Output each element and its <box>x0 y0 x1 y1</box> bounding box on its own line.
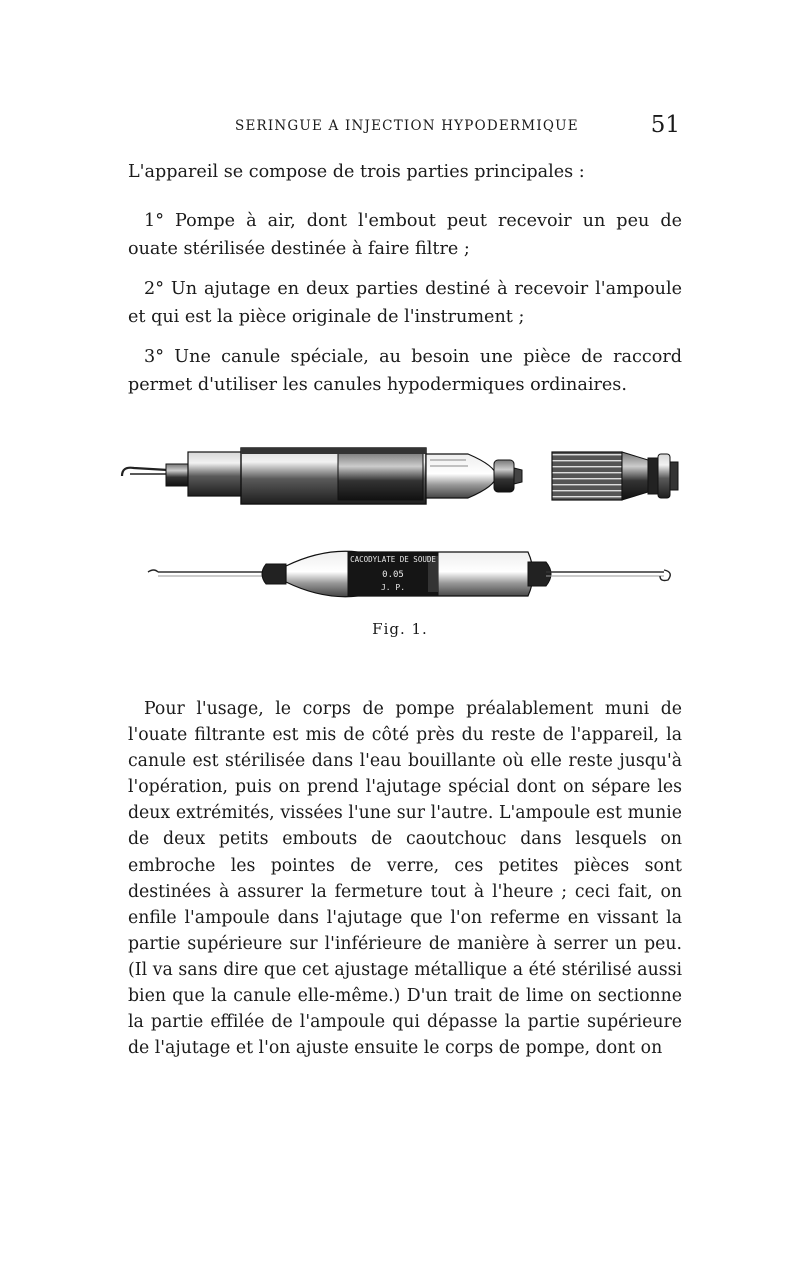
ampoule-label-initials: J. P. <box>380 583 406 592</box>
page-number: 51 <box>650 112 680 138</box>
ampoule-label-dose: 0.05 <box>382 570 404 580</box>
body-paragraph <box>128 696 682 1061</box>
list-item-3: 3° Une canule spéciale, au besoin une pièce de raccord permet d'utiliser les canules hypodermiques ordinaires. <box>128 347 682 395</box>
list-item-2: 2° Un ajutage en deux parties destiné à recevoir l'ampoule et qui est la pièce originale de l'instrument ; <box>128 279 682 327</box>
running-title: SERINGUE A INJECTION HYPODERMIQUE <box>235 118 579 134</box>
pump-assembly <box>122 448 522 504</box>
ampoule-label-name: CACODYLATE DE SOUDE <box>350 555 436 564</box>
intro-text: L'appareil se compose de trois parties principales : <box>128 162 585 182</box>
list-item-1: 1° Pompe à air, dont l'embout peut recevoir un peu de ouate stérilisée destinée à faire filtre ; <box>128 211 682 259</box>
ampoule-assembly <box>148 551 670 596</box>
page-header <box>130 112 680 142</box>
figure-caption-text: Fig. 1. <box>372 620 428 638</box>
figure-caption <box>0 620 800 638</box>
body-text: Pour l'usage, le corps de pompe préalablement muni de l'ouate filtrante est mis de côté près du reste de l'appareil, la canule est stérilisée dans l'eau bouillante où elle reste jusqu'à l'opération, puis on prend l'ajutage spécial dont on sépare les deux extrémités, vissées l'une sur l'autre. L'ampoule est munie de deux petits embouts de caoutchouc dans lesquels on embroche les pointes de verre, ces petites pièces sont destinées à assurer la fermeture tout à l'heure ; ceci fait, on enfile l'ampoule dans l'ajutage que l'on referme en vissant la partie supérieure sur l'inférieure de manière à serrer un peu. (Il va sans dire que cet ajustage métallique a été stérilisé aussi bien que la canule elle-même.) D'un trait de lime on sectionne la partie effilée de l'ampoule qui dépasse la partie supérieure de l'ajutage et l'on ajuste ensuite le corps de pompe, dont on <box>128 699 682 1059</box>
intro-paragraph <box>128 158 682 186</box>
parts-list <box>128 207 682 399</box>
syringe-illustration <box>108 430 698 630</box>
threaded-cap <box>552 452 678 500</box>
